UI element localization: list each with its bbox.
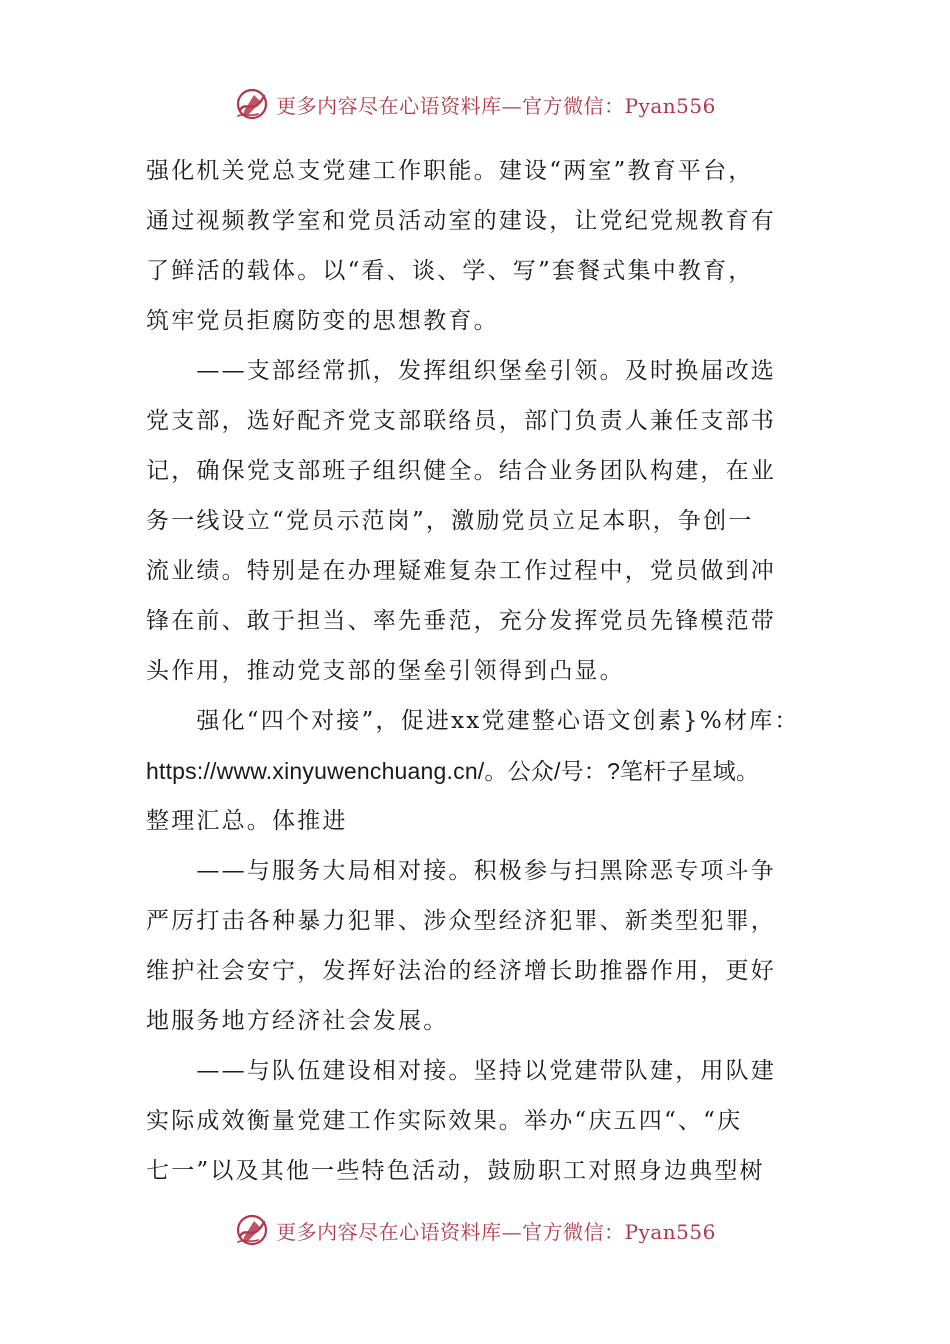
header-banner — [0, 84, 950, 124]
text-line-12: 强化“四个对接”，促进xx党建整心语文创素}%材库： — [146, 708, 800, 734]
text-line-8: 务一线设立“党员示范岗”，激励党员立足本职，争创一 — [146, 508, 754, 534]
document-body — [146, 146, 806, 1196]
text-line-21: 七一”以及其他一些特色活动，鼓励职工对照身边典型树 — [146, 1158, 765, 1184]
footer-banner — [0, 1210, 950, 1250]
header-banner-text: 更多内容尽在心语资料库—官方微信：Pyan556 — [276, 93, 716, 118]
text-line-1: 强化机关党总支党建工作职能。建设“两室”教育平台， — [146, 158, 754, 184]
text-line-15: ——与服务大局相对接。积极参与扫黑除恶专项斗争 — [146, 858, 776, 884]
text-line-16: 严厉打击各种暴力犯罪、涉众型经济犯罪、新类型犯罪， — [146, 908, 776, 934]
text-line-9: 流业绩。特别是在办理疑难复杂工作过程中，党员做到冲 — [146, 558, 776, 584]
text-line-11: 头作用，推动党支部的堡垒引领得到凸显。 — [146, 658, 625, 684]
text-line-20: 实际成效衡量党建工作实际效果。举办“庆五四“、“庆 — [146, 1108, 743, 1134]
text-line-7: 记，确保党支部班子组织健全。结合业务团队构建，在业 — [146, 458, 776, 484]
footer-banner-text: 更多内容尽在心语资料库—官方微信：Pyan556 — [276, 1219, 716, 1244]
text-line-18: 地服务地方经济社会发展。 — [146, 1008, 449, 1034]
text-line-3: 了鲜活的载体。以“看、谈、学、写”套餐式集中教育， — [146, 258, 754, 284]
text-line-13-url: https://www.xinyuwenchuang.cn/。公众/号：?笔杆子星域。 — [146, 758, 760, 784]
text-line-5: ——支部经常抓，发挥组织堡垒引领。及时换届改选 — [146, 358, 776, 384]
text-line-2: 通过视频教学室和党员活动室的建设，让党纪党规教育有 — [146, 208, 776, 234]
pen-signature-logo-icon — [234, 86, 270, 122]
text-line-17: 维护社会安宁，发挥好法治的经济增长助推器作用，更好 — [146, 958, 776, 984]
text-line-10: 锋在前、敢于担当、率先垂范，充分发挥党员先锋模范带 — [146, 608, 776, 634]
text-line-14: 整理汇总。体推进 — [146, 808, 348, 834]
text-line-19: ——与队伍建设相对接。坚持以党建带队建，用队建 — [146, 1058, 776, 1084]
pen-signature-logo-icon — [234, 1212, 270, 1248]
text-line-6: 党支部，选好配齐党支部联络员，部门负责人兼任支部书 — [146, 408, 776, 434]
text-line-4: 筑牢党员拒腐防变的思想教育。 — [146, 308, 499, 334]
